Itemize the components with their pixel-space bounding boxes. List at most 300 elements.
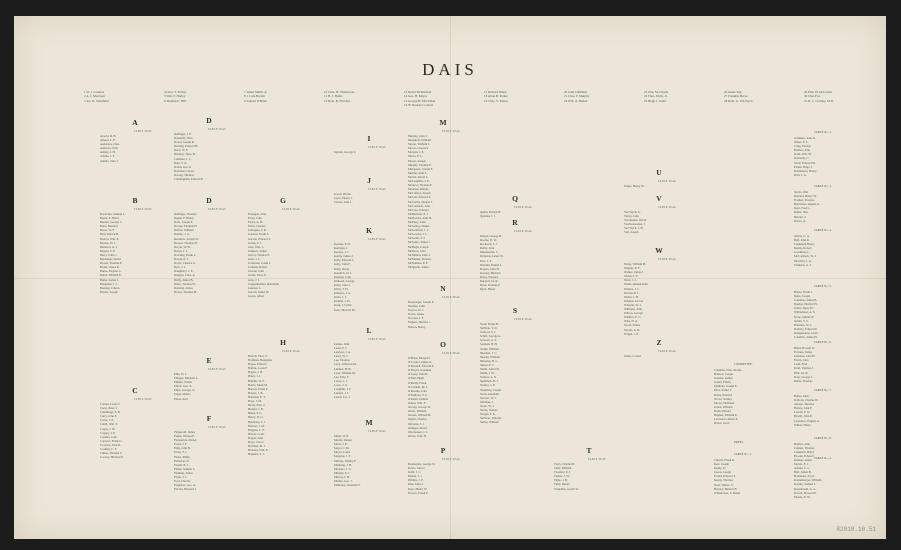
dais-entry: 22 Wm. A. Hunter <box>564 98 588 103</box>
dais-entry: 21 Chas. F. Murphy <box>564 94 590 99</box>
guest-name: Bernier, J. <box>794 214 807 219</box>
guest-name: Dyer, J. J. <box>174 265 186 270</box>
dais-entry: 23 Wm. M. Owens <box>644 90 669 94</box>
guest-name: McGuire, James J. <box>408 240 431 245</box>
guest-name: Harris, Frank J. <box>794 290 813 294</box>
guest-name: Crowley, John D. <box>100 442 121 447</box>
dais-entry: 3 Jos. D. Stansfield <box>84 98 109 103</box>
guest-name: Mann, W. P. <box>334 434 349 438</box>
guest-name: Rockwell, J. J. <box>480 242 498 247</box>
dais-entry: 14 Geo. H. Meyer <box>404 94 428 99</box>
guest-name: Murtha, John F. <box>408 170 427 175</box>
table-seat-header: TABLE SEAT. <box>208 368 227 371</box>
guest-name: Furey, Charles <box>248 224 266 229</box>
guest-name: Gavin, P. J. <box>248 240 262 245</box>
guest-name: Rice, J. F. <box>480 258 492 263</box>
guest-name: O'Rourke, John <box>408 388 427 393</box>
guest-name: Stark, Frank H. <box>480 322 499 326</box>
guest-name: McLaughlin, J. E. <box>408 179 430 184</box>
guest-name: Haley, J. J. <box>248 374 262 379</box>
guest-name: Smith, Alfred E. <box>480 367 500 372</box>
guest-name: Lynn, William M. <box>334 370 356 375</box>
guest-name: Dovey, Thomas M. <box>174 289 198 294</box>
guest-name: Klingenstein, Louis <box>794 330 818 335</box>
guest-name: Sturgis, F. K. <box>480 412 496 417</box>
dais-column <box>404 90 474 108</box>
guest-name: Conklin, John <box>100 434 117 439</box>
guest-name: Denny, Robert <box>794 246 812 251</box>
guest-list <box>794 290 884 339</box>
guest-name: Waldo, Rhinelander <box>624 282 648 287</box>
guest-name: Ogden, Charles <box>408 417 427 422</box>
guest-name: Unger, Henry W. <box>624 184 645 188</box>
guest-name: Anderson, Chas. <box>100 142 120 147</box>
guest-name: Hedger, J. B. <box>248 407 264 412</box>
guest-name: Farrell, E. J. <box>174 462 189 467</box>
guest-name: Moses, Joseph <box>408 158 426 163</box>
guest-name: Burns, William E. <box>100 273 122 278</box>
section-letter: B <box>132 196 138 205</box>
table-seat-header: TABLE SEAT. <box>442 296 461 299</box>
guest-name: Stowe, Stanley <box>714 396 732 401</box>
guest-name: Seidel, S. S. <box>794 318 809 323</box>
guest-name: Dellinger, J. F. <box>174 132 192 136</box>
guest-name: Gerard, James W. <box>248 289 270 294</box>
guest-name: Burke, John <box>794 394 809 398</box>
guest-name: Powers, Frank E. <box>408 490 429 495</box>
guest-name: Green, William <box>714 404 733 409</box>
dais-entry: 20 John Cummins <box>564 90 588 94</box>
guest-name: McCormack, John <box>408 203 431 208</box>
guest-name: Drew, W. F. <box>174 148 189 153</box>
guest-name: Van Wyck, A. <box>624 210 641 214</box>
guest-name: Rhinelander, T. <box>480 250 499 255</box>
guest-name: Grady, Thos. F. <box>248 273 267 278</box>
guest-name: Tully, Daniel <box>554 482 570 487</box>
guest-name: Herbert, J. M. <box>248 423 265 428</box>
guest-name: Ryan, Thomas F. <box>480 283 501 288</box>
section-letter: M <box>365 418 373 427</box>
guest-name: Krug, J. Lydin <box>334 303 352 308</box>
guest-name: Mankuts, Joseph E. <box>714 384 738 389</box>
table-seat-header: TABLE SEAT. <box>208 208 227 211</box>
guest-name: Malone, Dudley F. <box>334 458 357 463</box>
guest-name: Ahearn, Thomas <box>794 402 814 407</box>
guest-name: Arnold, R. B. <box>100 134 117 138</box>
guest-name: Wagner, R. F. <box>624 266 641 271</box>
guest-name: Dougherty, J. E. <box>174 269 194 274</box>
guest-name: Tompkins, Leslie W. <box>554 486 579 491</box>
guest-name: Olmer, F. C. <box>794 140 809 145</box>
guest-name: Cooney, Michael E. <box>100 455 124 460</box>
guest-name: Gilmore, James <box>248 248 267 253</box>
dais-seating-list <box>84 90 874 108</box>
table-seat-header: TABLE SEAT. <box>514 318 533 321</box>
guest-name: Benjamin, J. J. <box>100 281 118 286</box>
guest-name: Oakes, Wm. F. <box>408 401 426 406</box>
guest-name: Noonan, J. F. <box>408 316 424 321</box>
guest-name: Kirby, T. H. <box>334 287 349 292</box>
guest-name: Dorn, Joseph E. <box>174 220 194 225</box>
guest-name: Keenan, P. H. <box>334 242 351 246</box>
section-s <box>480 306 570 424</box>
guest-name: Tighe, J. H. <box>554 478 568 483</box>
section-u <box>624 168 714 188</box>
guest-name: O'Donnell, Edward F. <box>408 364 435 369</box>
guest-list <box>624 184 714 188</box>
guest-name: Simon, F. J. <box>480 362 495 367</box>
dais-entry: 17 Richard Olney <box>484 90 507 94</box>
guest-name: Hagan, J. H. <box>248 370 263 375</box>
dais-entry: 7 James Smith, Jr. <box>244 90 268 94</box>
table-seat-header: TABLE SEAT. <box>134 130 153 133</box>
guest-name: Barnett, George C. <box>100 220 123 225</box>
guest-name: Rivers, A. <box>794 218 807 223</box>
guest-name: Ferguson, Geo. A. <box>174 483 196 488</box>
guest-name: Kern, Howard M. <box>334 307 356 312</box>
guest-name: Hartman, W. J. <box>794 322 812 327</box>
table-seat-header: TABLE SEAT. <box>282 350 301 353</box>
guest-name: Campbell, Harry <box>794 450 815 455</box>
guest-name: McMahon, John J. <box>408 252 431 257</box>
section-letter: G <box>280 196 286 205</box>
guest-name: Cahill, Wm. T. <box>100 422 118 427</box>
guest-name: Britton, Wm. E. <box>100 236 120 241</box>
side-table-title: TABLE No. 3. <box>814 184 832 188</box>
guest-name: Bernard, Henry W. <box>794 194 817 199</box>
guest-name: Garvan, Edward T. <box>248 236 271 241</box>
side-table-title: TABLE No. 4. <box>814 228 832 232</box>
guest-name: Stoltz, John <box>794 190 809 194</box>
section-t <box>554 446 644 491</box>
dais-column <box>324 90 394 108</box>
section-r <box>480 218 570 291</box>
guest-name: Steel, Walter, Jr. <box>714 482 734 487</box>
guest-name: Loughlin, J. F. <box>334 387 352 392</box>
guest-name: Gannon, Frank S. <box>248 232 270 237</box>
guest-name: Platt, Jacob <box>794 370 808 375</box>
guest-name: Goldstein, Jonah J. <box>248 261 271 266</box>
guest-name: Stillman, J. <box>480 399 494 404</box>
guest-name: Dwyer, W. H. <box>174 244 191 249</box>
guest-list <box>174 132 264 181</box>
archive-stamp: R2010.10.51 <box>836 526 876 533</box>
guest-name: Newburger, Joseph E. <box>408 300 435 304</box>
guest-name: Curry, John F. <box>100 414 117 419</box>
guest-name: Ellis, W. L. <box>174 372 188 376</box>
guest-name: Glennon, John H. <box>794 354 816 359</box>
guest-name: Delaney, Thos. R. <box>174 152 196 157</box>
guest-name: Baum, F. Henry <box>100 216 120 221</box>
table-seat-header: TABLE SEAT. <box>514 230 533 233</box>
guest-name: O'Reilly, Frank <box>408 380 427 385</box>
guest-name: Dearing, Edward H. <box>174 144 199 149</box>
guest-name: Brown, Thomas E. <box>100 261 123 266</box>
guest-name: Ingram, George L. <box>334 150 357 154</box>
table-seat-header: TABLE SEAT. <box>134 208 153 211</box>
guest-name: Platt, John J. <box>408 482 424 487</box>
table-seat-header: TABLE SEAT. <box>368 338 387 341</box>
guest-name: Heinz, P. C. <box>248 411 263 416</box>
guest-name: McGrath, T. J. <box>408 236 426 241</box>
table-seat-header: TABLE SEAT. <box>658 206 677 209</box>
guest-name: Lawrence, Albert E. <box>714 417 739 422</box>
section-letter: W <box>655 246 663 255</box>
guest-name: Jordan, John L. <box>334 200 353 205</box>
guest-name: Dunkin, James <box>794 458 812 463</box>
side-table-title: TABLE No. 8. <box>814 436 832 440</box>
guest-name: Grimmer, John D. <box>794 136 816 140</box>
guest-name: Coggey, J. P. <box>100 430 116 435</box>
guest-name: Healy, Edw. J. <box>248 403 266 408</box>
guest-name: Rose, George J. <box>794 374 813 379</box>
guest-name: Pope, Henry W. <box>408 486 427 491</box>
guest-name: Carter, J. E. <box>100 418 115 423</box>
guest-name: Frankel, Thomas <box>794 198 815 203</box>
guest-name: Powell, Howard E. <box>794 490 817 495</box>
side-table <box>794 278 884 339</box>
section-letter: V <box>656 194 662 203</box>
guest-name: Kinkead, George <box>334 278 355 283</box>
guest-name: Kiernan, John <box>334 274 351 279</box>
guest-name: Olvany, George W. <box>408 405 431 410</box>
guest-name: McCrea, Edward <box>408 207 429 212</box>
guest-name: Ladd, Fred <box>794 362 808 367</box>
guest-name: Dunbar, John <box>794 442 811 446</box>
guest-name: Wise, H. A. <box>624 319 638 324</box>
guest-name: O'Connor, James A. <box>408 360 432 365</box>
guest-name: Green, Albert <box>248 293 265 298</box>
side-table <box>794 450 884 499</box>
table-seat-header: TABLE SEAT. <box>588 458 607 461</box>
guest-name: Sanford, S. J. <box>480 330 497 335</box>
guest-name: Shientag, B. L. <box>480 358 499 363</box>
guest-name: Henry, D. G. <box>248 415 264 420</box>
guest-name: Stanley, J. P. <box>480 383 496 388</box>
guest-name: Bohn, Bernard <box>100 224 118 229</box>
guest-name: Leary, W. J. <box>334 354 349 359</box>
guest-name: Fahy, John H. <box>174 446 191 451</box>
guest-name: Graham, Robert <box>248 265 268 270</box>
guest-list <box>480 322 570 424</box>
section-letter: Z <box>656 338 662 347</box>
guest-name: Fisher, Warren E. <box>174 434 195 439</box>
section-letter: Q <box>512 194 518 203</box>
guest-name: Nelson, Henry <box>408 324 426 329</box>
guest-name: Walsh, T. F. <box>624 274 639 279</box>
guest-name: Mahoney, Jeremiah T. <box>334 483 361 488</box>
page-title: DAIS <box>422 60 478 79</box>
guest-name: Dooley, Thomas <box>174 172 194 177</box>
guest-name: Riordan, Daniel J. <box>480 262 502 267</box>
guest-name: Hogan, John <box>248 435 264 440</box>
dais-entry: 16 W. Bourke Cockran <box>404 103 434 108</box>
guest-name: Ottinger, Albert <box>408 425 427 430</box>
guest-name: Baird, Howell W. <box>794 346 815 350</box>
guest-name: Stern, Abraham <box>480 391 499 396</box>
guest-name: Bell, James B. <box>794 470 812 475</box>
guest-name: Marble, Geo. J. <box>334 479 353 484</box>
section-letter: F <box>206 414 212 423</box>
guest-name: Guggenheimer, Randolph <box>248 281 279 286</box>
guest-name: Connors, Frank G. <box>100 438 123 443</box>
guest-name: Hewitt, John E. <box>794 414 813 419</box>
section-letter: P <box>440 446 446 455</box>
guest-name: Peters, John J. <box>408 466 426 471</box>
guest-name: Ford, Charles <box>174 479 191 484</box>
guest-name: Quinn, Patrick H. <box>480 210 502 214</box>
guest-name: Andrews, Wm. <box>100 146 119 151</box>
dais-column <box>84 90 154 108</box>
guest-name: Bird, Patrick H. <box>100 232 119 237</box>
guest-list <box>624 354 714 358</box>
dais-entry: 2 A. J. Morrison <box>84 94 105 99</box>
guest-name: Coleman, Wm. Strobie <box>714 368 742 372</box>
guest-name: Straus, Nathan <box>480 407 498 412</box>
section-z <box>624 338 714 358</box>
guest-name: Lindner, H. B. <box>334 366 352 371</box>
guest-name: Meyer, Louis <box>334 450 351 455</box>
side-table <box>794 124 884 177</box>
guest-name: Zeller, Lorenz <box>624 354 642 358</box>
guest-name: Butler, James J. <box>100 277 119 282</box>
guest-name: Morgan, J. E. <box>408 150 425 155</box>
guest-name: Grissler, Arthur <box>714 376 733 381</box>
section-letter: O <box>440 340 446 349</box>
guest-name: Phelan, J. J. <box>408 474 423 479</box>
table-seat-header: TABLE SEAT. <box>282 208 301 211</box>
guest-name: Dunn, Thomas H. <box>174 281 196 286</box>
guest-name: Hoey, John J. <box>248 439 265 444</box>
guest-name: Deadrick, Joseph W. <box>174 236 199 241</box>
guest-name: McDermott, P. J. <box>408 211 429 216</box>
guest-name: Coleman, James H. <box>794 335 818 340</box>
guest-name: O'Sullivan, T. C. <box>408 392 429 397</box>
guest-name: Flanagan, John <box>248 212 267 216</box>
guest-name: Doody, E. J. <box>174 257 189 262</box>
section-letter: S <box>512 306 518 315</box>
guest-name: Moore, Clarence <box>408 146 429 151</box>
guest-name: Hays, J. M. <box>248 399 262 404</box>
guest-name: Wilson, George <box>624 311 643 316</box>
guest-name: Pendergast, George W. <box>408 462 436 466</box>
guest-name: Doherty, Edward F. <box>794 326 818 331</box>
section-p <box>408 446 498 495</box>
section-letter: C <box>132 386 138 395</box>
side-table-title: TABLE No. 6. <box>814 340 832 344</box>
guest-name: Adams, C. L. <box>794 466 811 471</box>
dais-entry: 15 George B. McClellan <box>404 98 436 103</box>
side-table-title: TABLE No. 2. <box>814 456 832 460</box>
guest-name: McGovern, J. J. <box>408 232 428 237</box>
guest-name: Haffen, Louis F. <box>248 366 268 371</box>
guest-name: Gallagher, J. P. <box>248 228 266 233</box>
guest-name: Kent, Fred C. <box>794 206 811 211</box>
guest-name: O'Keefe, Dennis <box>408 396 428 401</box>
guest-name: Donohue, Owen <box>174 168 194 173</box>
guest-name: Kollock, Charles W. <box>794 398 819 403</box>
guest-name: O'Dwyer, Jeremiah <box>408 368 432 373</box>
guest-name: Boettcher, Samuel L. <box>100 212 126 216</box>
guest-name: Morse, F. L. <box>408 154 423 159</box>
side-table-title: TABLE No. 5. <box>814 284 832 288</box>
guest-name: Quinlan, J. J. <box>480 214 496 219</box>
guest-name: Stewart, W. J. <box>480 395 497 400</box>
section-v <box>624 194 714 235</box>
guest-list <box>480 210 570 218</box>
guest-name: Fleming, James <box>174 470 193 475</box>
table-seat-header: TABLE SEAT. <box>134 398 153 401</box>
guest-name: Reilly, Thomas <box>794 378 813 383</box>
guest-name: Van Renssalaer, J. <box>624 222 646 227</box>
section-w <box>624 246 714 336</box>
guest-name: Moore, Hoffman <box>714 400 735 405</box>
guest-name: Jewett, Hiram <box>334 192 351 196</box>
section-letter: M <box>439 118 447 127</box>
guest-name: Gibbs, Harry H. <box>794 306 814 311</box>
guest-name: Green, Joseph <box>714 470 731 475</box>
table-seat-header: TABLE SEAT. <box>368 188 387 191</box>
guest-name: O'Neil, Hugh <box>408 376 425 381</box>
table-seat-header: TABLE SEAT. <box>658 258 677 261</box>
guest-name: Duggan, Chas. A. <box>174 273 196 278</box>
section-letter: N <box>440 284 446 293</box>
guest-name: Duffy, James B. <box>174 277 194 282</box>
dais-entry: 19 Chas. S. Tobias <box>484 98 508 103</box>
guest-name: Tracy, Charles H. <box>554 462 576 466</box>
guest-name: McCaffrey, Joseph <box>408 191 431 196</box>
guest-name: Tully, William <box>554 466 572 471</box>
guest-name: Cogan, J. W. <box>100 426 116 431</box>
guest-name: Fitzgerald, James <box>174 430 195 434</box>
guest-name: Engel, Martin <box>174 392 191 397</box>
section-letter: H <box>280 338 286 347</box>
guest-name: Wood, Walter <box>624 323 641 328</box>
guest-name: Whitehouse, S. Ralph <box>714 490 741 495</box>
section-h <box>248 338 338 456</box>
guest-name: Mulqueen, Joseph F. <box>408 166 433 171</box>
dais-entry: 24 Thos. Wells, Jr. <box>644 94 668 99</box>
guest-name: Dallinger, Thomas <box>174 212 197 216</box>
guest-name: Schiff, George G. <box>480 334 502 339</box>
guest-name: Bergen, T. F. <box>100 248 116 253</box>
guest-name: Spellman, H. J. <box>480 379 499 384</box>
dais-entry: 8 J. Cole Harrah <box>244 94 265 99</box>
dais-entry: 25 Hugh J. Grant <box>644 98 666 103</box>
section-letter: D <box>206 196 212 205</box>
guest-name: Martin, Daniel <box>334 438 352 443</box>
dais-column <box>564 90 634 108</box>
guest-name: Vail, Joseph <box>624 230 639 235</box>
guest-name: Twomey, P. J. <box>554 470 571 475</box>
guest-name: McQuade, James <box>408 265 429 269</box>
guest-name: Glen, J. C. <box>248 257 261 262</box>
guest-name: Ward, J. J. <box>624 278 637 283</box>
guest-name: McAdoo, J. S. <box>334 466 352 471</box>
guest-name: Finley, Samuel L. <box>174 466 196 471</box>
section-letter: U <box>656 168 662 177</box>
guest-name: Levy, Jefferson M. <box>334 362 357 367</box>
guest-name: Ready, W. <box>714 466 727 471</box>
guest-name: Hughes, William E. <box>714 413 738 418</box>
guest-name: Sheehy, William <box>480 354 500 359</box>
guest-list <box>794 394 884 427</box>
guest-name: Varley, John <box>624 214 639 219</box>
guest-name: Rotherborn, Henry <box>794 168 817 173</box>
guest-name: Rooney, Michael <box>480 270 501 275</box>
guest-name: Kidd, Thomas J. <box>794 366 814 371</box>
section-letter: T <box>586 446 592 455</box>
